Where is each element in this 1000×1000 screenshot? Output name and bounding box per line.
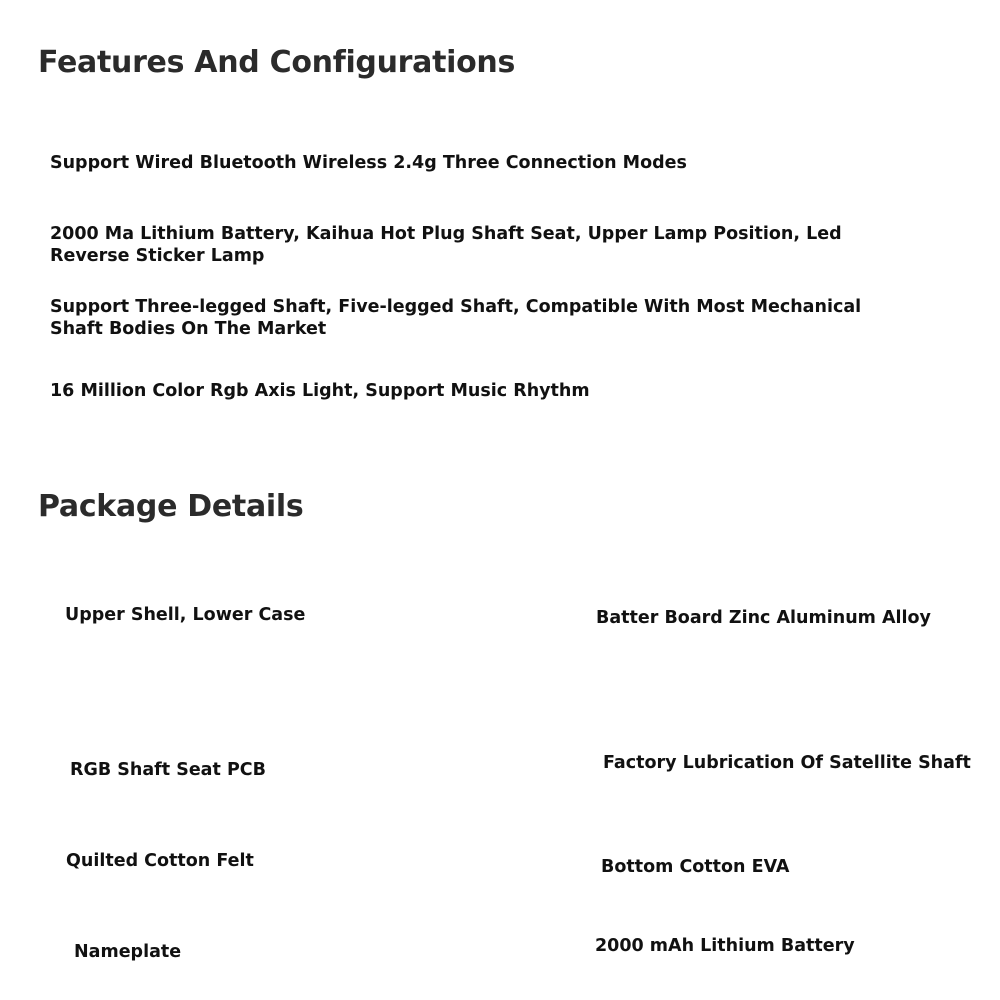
feature-item-battery-hotplug: 2000 Ma Lithium Battery, Kaihua Hot Plug Shaft Seat, Upper Lamp Position, Led Reverse Sticker Lamp — [50, 224, 842, 266]
feature-item-shaft-compatibility: Support Three-legged Shaft, Five-legged Shaft, Compatible With Most Mechanical Shaft Bodies On The Market — [50, 297, 862, 339]
package-item-batter-board: Batter Board Zinc Aluminum Alloy — [596, 608, 931, 628]
package-section-title: Package Details — [38, 489, 304, 524]
features-section-title: Features And Configurations — [38, 45, 516, 80]
package-item-pcb: RGB Shaft Seat PCB — [70, 760, 266, 780]
package-item-nameplate: Nameplate — [74, 942, 182, 962]
package-item-shell: Upper Shell, Lower Case — [65, 605, 306, 625]
package-item-battery: 2000 mAh Lithium Battery — [595, 936, 855, 956]
package-item-felt: Quilted Cotton Felt — [66, 851, 254, 871]
package-item-eva: Bottom Cotton EVA — [601, 857, 790, 877]
package-item-lubrication: Factory Lubrication Of Satellite Shaft — [603, 753, 971, 773]
feature-item-connection-modes: Support Wired Bluetooth Wireless 2.4g Three Connection Modes — [50, 153, 687, 173]
feature-item-rgb-light: 16 Million Color Rgb Axis Light, Support Music Rhythm — [50, 381, 590, 401]
